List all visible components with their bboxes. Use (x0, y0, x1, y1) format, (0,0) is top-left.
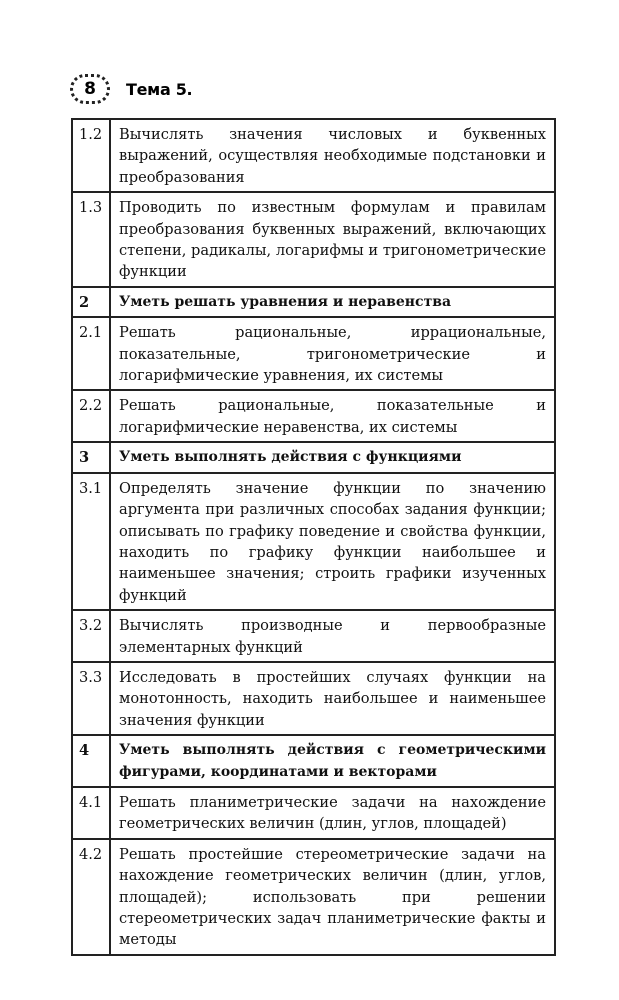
page-number-badge: 8 (70, 74, 110, 104)
section-code: 3 (72, 442, 110, 472)
row-code: 2.2 (72, 390, 110, 442)
table-row (72, 662, 555, 735)
row-code: 2.1 (72, 317, 110, 390)
section-row (72, 442, 555, 472)
row-text: Исследовать в простейших случаях функции на монотонность, находить наибольшее и наименьшее значения функции (110, 662, 555, 735)
row-code: 1.3 (72, 192, 110, 287)
table-row (72, 787, 555, 839)
row-text: Вычислять производные и первообразные элементарных функций (110, 610, 555, 662)
row-code: 1.2 (72, 119, 110, 192)
row-text: Вычислять значения числовых и буквенных выражений, осуществляя необходимые подстановки и преобразования (110, 119, 555, 192)
table-row (72, 473, 555, 610)
row-code: 4.2 (72, 839, 110, 955)
table-row (72, 610, 555, 662)
row-code: 3.2 (72, 610, 110, 662)
row-text: Решать простейшие стереометрические задачи на нахождение геометрических величин (длин, углов, площадей); использовать при решении стереометрических задач планиметрические факты и методы (110, 839, 555, 955)
table-row (72, 192, 555, 287)
row-code: 3.1 (72, 473, 110, 610)
section-row (72, 735, 555, 787)
section-title: Уметь выполнять действия с геометрическими фигурами, координатами и векторами (110, 735, 555, 787)
table-row (72, 317, 555, 390)
section-code: 4 (72, 735, 110, 787)
section-row (72, 287, 555, 317)
row-text: Проводить по известным формулам и правилам преобразования буквенных выражений, включающих степени, радикалы, логарифмы и тригонометрические функции (110, 192, 555, 287)
section-title: Уметь выполнять действия с функциями (110, 442, 555, 472)
section-title: Уметь решать уравнения и неравенства (110, 287, 555, 317)
row-text: Решать планиметрические задачи на нахождение геометрических величин (длин, углов, площадей) (110, 787, 555, 839)
table-row (72, 119, 555, 192)
requirements-table (71, 118, 556, 956)
row-text: Определять значение функции по значению аргумента при различных способах задания функции; описывать по графику поведение и свойства функции, находить по графику функции наибольшее и наименьшее значения; строить графики изученных функций (110, 473, 555, 610)
row-text: Решать рациональные, показательные и логарифмические неравенства, их системы (110, 390, 555, 442)
row-code: 4.1 (72, 787, 110, 839)
table-row (72, 839, 555, 955)
row-text: Решать рациональные, иррациональные, показательные, тригонометрические и логарифмические уравнения, их системы (110, 317, 555, 390)
topic-title: Тема 5. (126, 79, 193, 99)
section-code: 2 (72, 287, 110, 317)
row-code: 3.3 (72, 662, 110, 735)
page-header (70, 70, 192, 108)
table-row (72, 390, 555, 442)
